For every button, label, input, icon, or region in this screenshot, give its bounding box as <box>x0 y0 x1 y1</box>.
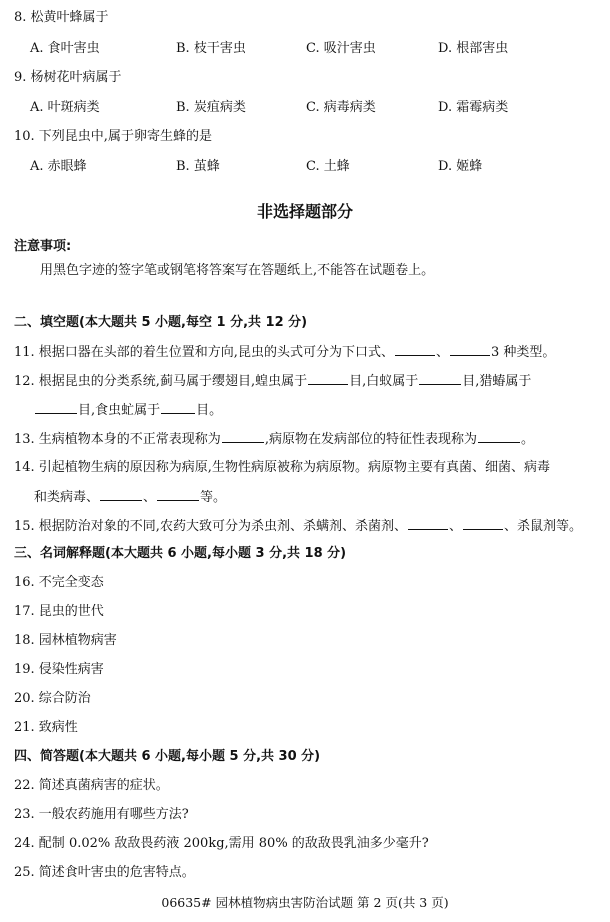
q10-option-d: D. 姬蜂 <box>438 159 483 174</box>
q14-text-c: 等。 <box>200 490 227 505</box>
answer-blank[interactable] <box>100 488 142 501</box>
q9-option-b: B. 炭疽病类 <box>176 100 246 115</box>
answer-blank[interactable] <box>308 372 348 385</box>
question-14-line-2 <box>34 488 226 507</box>
q12-text-e: 目。 <box>196 403 223 418</box>
q11-text-a: 11. 根据口器在头部的着生位置和方向,昆虫的头式可分为下口式、 <box>14 345 394 360</box>
question-14-line-1: 14. 引起植物生病的原因称为病原,生物性病原被称为病原物。病原物主要有真菌、细菌、病毒 <box>14 460 550 475</box>
fill-section-heading: 二、填空题(本大题共 5 小题,每空 1 分,共 12 分) <box>14 315 308 330</box>
answer-blank[interactable] <box>222 430 264 443</box>
question-23: 23. 一般农药施用有哪些方法? <box>14 807 189 822</box>
question-9-stem: 9. 杨树花叶病属于 <box>14 70 122 85</box>
question-17: 17. 昆虫的世代 <box>14 604 104 619</box>
page-footer: 06635# 园林植物病虫害防治试题 第 2 页(共 3 页) <box>161 895 449 910</box>
q10-option-b: B. 茧蜂 <box>176 159 220 174</box>
question-13 <box>14 430 534 449</box>
notice-text: 用黑色字迹的签字笔或钢笔将答案写在答题纸上,不能答在试题卷上。 <box>40 263 435 278</box>
question-25: 25. 简述食叶害虫的危害特点。 <box>14 865 195 880</box>
question-19: 19. 侵染性病害 <box>14 662 104 677</box>
q12-text-c: 目,猎蝽属于 <box>462 374 532 389</box>
answer-blank[interactable] <box>463 517 503 530</box>
q10-option-a: A. 赤眼蜂 <box>30 159 87 174</box>
question-15 <box>14 517 582 536</box>
terms-section-heading: 三、名词解释题(本大题共 6 小题,每小题 3 分,共 18 分) <box>14 546 347 561</box>
q9-option-a: A. 叶斑病类 <box>30 100 100 115</box>
q13-text-c: 。 <box>520 432 534 447</box>
q12-text-d: 目,食虫虻属于 <box>78 403 161 418</box>
q8-option-a: A. 食叶害虫 <box>30 41 100 56</box>
q10-option-c: C. 土蜂 <box>306 159 350 174</box>
question-10-stem: 10. 下列昆虫中,属于卵寄生蜂的是 <box>14 129 212 144</box>
question-18: 18. 园林植物病害 <box>14 633 117 648</box>
part-title: 非选择题部分 <box>256 202 353 221</box>
answer-blank[interactable] <box>450 343 490 356</box>
q8-option-c: C. 吸汁害虫 <box>306 41 376 56</box>
question-20: 20. 综合防治 <box>14 691 91 706</box>
question-12-line-2 <box>34 401 222 420</box>
answer-blank[interactable] <box>419 372 461 385</box>
q14-text-b: 和类病毒、 <box>34 490 100 505</box>
q15-separator: 、 <box>448 519 462 534</box>
q9-option-d: D. 霜霉病类 <box>438 100 509 115</box>
notice-heading: 注意事项: <box>14 239 72 254</box>
question-8-stem: 8. 松黄叶蜂属于 <box>14 10 109 25</box>
q8-option-d: D. 根部害虫 <box>438 41 509 56</box>
question-16: 16. 不完全变态 <box>14 575 104 590</box>
answer-blank[interactable] <box>395 343 435 356</box>
q9-option-c: C. 病毒病类 <box>306 100 376 115</box>
short-answer-section-heading: 四、简答题(本大题共 6 小题,每小题 5 分,共 30 分) <box>14 749 321 764</box>
question-24: 24. 配制 0.02% 敌敌畏药液 200kg,需用 80% 的敌敌畏乳油多少毫升? <box>14 836 429 851</box>
answer-blank[interactable] <box>35 401 77 414</box>
answer-blank[interactable] <box>408 517 448 530</box>
q11-text-b: 3 种类型。 <box>490 345 556 360</box>
answer-blank[interactable] <box>161 401 195 414</box>
q11-separator: 、 <box>435 345 449 360</box>
q15-text-a: 15. 根据防治对象的不同,农药大致可分为杀虫剂、杀螨剂、杀菌剂、 <box>14 519 407 534</box>
question-11 <box>14 343 555 362</box>
q15-text-b: 、杀鼠剂等。 <box>503 519 582 534</box>
q12-text-a: 12. 根据昆虫的分类系统,蓟马属于缨翅目,蝗虫属于 <box>14 374 308 389</box>
answer-blank[interactable] <box>157 488 199 501</box>
question-12-line-1 <box>14 372 531 391</box>
question-22: 22. 简述真菌病害的症状。 <box>14 778 169 793</box>
q12-text-b: 目,白蚁属于 <box>349 374 419 389</box>
q13-text-a: 13. 生病植物本身的不正常表现称为 <box>14 432 221 447</box>
q13-text-b: ,病原物在发病部位的特征性表现称为 <box>264 432 477 447</box>
question-21: 21. 致病性 <box>14 720 78 735</box>
answer-blank[interactable] <box>478 430 520 443</box>
q8-option-b: B. 枝干害虫 <box>176 41 246 56</box>
q14-separator: 、 <box>143 490 157 505</box>
